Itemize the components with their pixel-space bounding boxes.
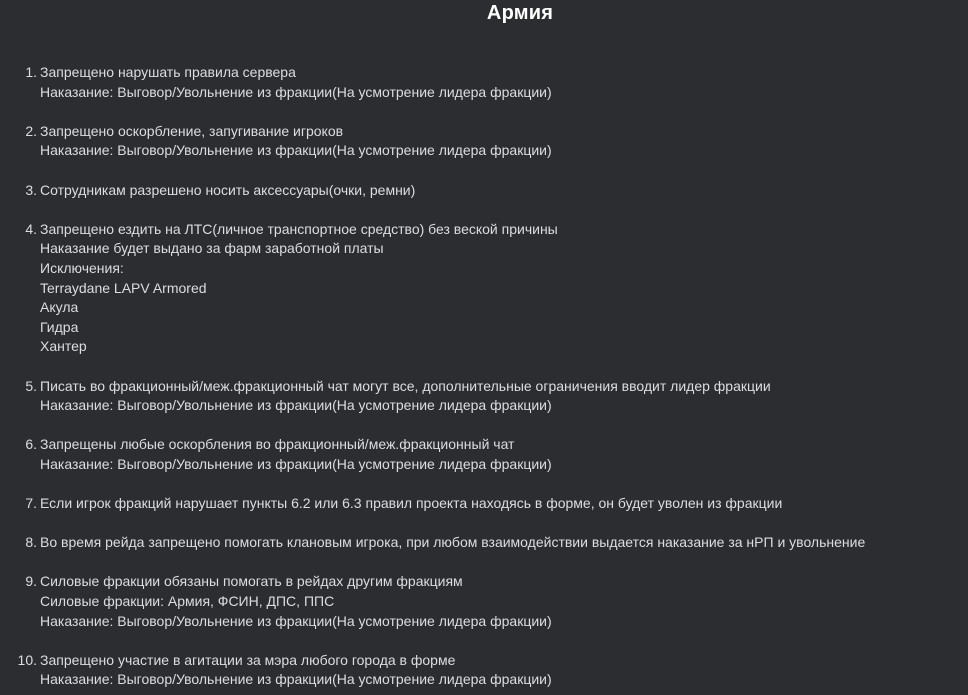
- rule-detail-line: Акула: [40, 299, 79, 316]
- rule-detail-line: Наказание: Выговор/Увольнение из фракции(На усмотрение лидера фракции): [40, 455, 552, 472]
- rule-detail-line: Наказание: Выговор/Увольнение из фракции(На усмотрение лидера фракции): [40, 612, 552, 629]
- rule-text: Силовые фракции обязаны помогать в рейдах другим фракциям: [40, 573, 463, 590]
- rule-item: [0, 435, 865, 474]
- rule-detail-line: Наказание: Выговор/Увольнение из фракции(На усмотрение лидера фракции): [40, 671, 552, 688]
- rule-number: 8.: [25, 534, 37, 551]
- rule-text: Запрещено ездить на ЛТС(личное транспортное средство) без веской причины: [40, 220, 558, 237]
- rule-number: 10.: [17, 651, 37, 668]
- rule-item: [0, 122, 865, 161]
- rule-number: 7.: [25, 495, 37, 512]
- rule-item: [0, 377, 865, 416]
- rule-text: Во время рейда запрещено помогать клановым игрока, при любом взаимодействии выдается наказание за нРП и увольнение: [40, 534, 866, 551]
- rule-text: Запрещено оскорбление, запугивание игроков: [40, 122, 344, 139]
- rule-text: Писать во фракционный/меж.фракционный чат могут все, дополнительные ограничения вводит лидер фракции: [40, 377, 771, 394]
- rule-text: Запрещено нарушать правила сервера: [40, 64, 296, 80]
- rule-item: [0, 220, 865, 357]
- rule-item: [0, 572, 865, 631]
- rule-number: 4.: [25, 220, 37, 237]
- rule-number: 2.: [25, 122, 37, 139]
- rule-detail-line: Наказание: Выговор/Увольнение из фракции(На усмотрение лидера фракции): [40, 397, 552, 414]
- rule-detail-line: Наказание будет выдано за фарм заработной платы: [40, 240, 384, 257]
- rule-detail-line: Хантер: [40, 338, 87, 355]
- rule-number: 6.: [25, 436, 37, 453]
- rule-item: [0, 63, 865, 102]
- rule-item: [0, 533, 865, 553]
- rule-text: Сотрудникам разрешено носить аксессуары(очки, ремни): [40, 181, 416, 198]
- rule-number: 1.: [25, 64, 37, 80]
- rule-text: Если игрок фракций нарушает пункты 6.2 или 6.3 правил проекта находясь в форме, он будет уволен из фракции: [40, 495, 783, 512]
- rule-detail-line: Наказание: Выговор/Увольнение из фракции(На усмотрение лидера фракции): [40, 83, 552, 100]
- rule-number: 5.: [25, 377, 37, 394]
- rule-text: Запрещено участие в агитации за мэра любого города в форме: [40, 651, 456, 668]
- rule-text: Запрещены любые оскорбления во фракционный/меж.фракционный чат: [40, 436, 515, 453]
- rule-number: 3.: [25, 181, 37, 198]
- page-title: Армия: [486, 2, 554, 24]
- rule-number: 9.: [25, 573, 37, 590]
- rule-detail-line: Гидра: [40, 318, 79, 335]
- rule-item: [0, 651, 865, 690]
- rule-detail-line: Наказание: Выговор/Увольнение из фракции(На усмотрение лидера фракции): [40, 142, 552, 159]
- rule-item: [0, 494, 865, 514]
- rule-detail-line: Силовые фракции: Армия, ФСИН, ДПС, ППС: [40, 593, 335, 610]
- rules-list: [0, 63, 865, 695]
- rule-item: [0, 181, 865, 201]
- rule-detail-line: Исключения:: [40, 259, 124, 276]
- rule-detail-line: Terraydane LAPV Armored: [40, 279, 207, 296]
